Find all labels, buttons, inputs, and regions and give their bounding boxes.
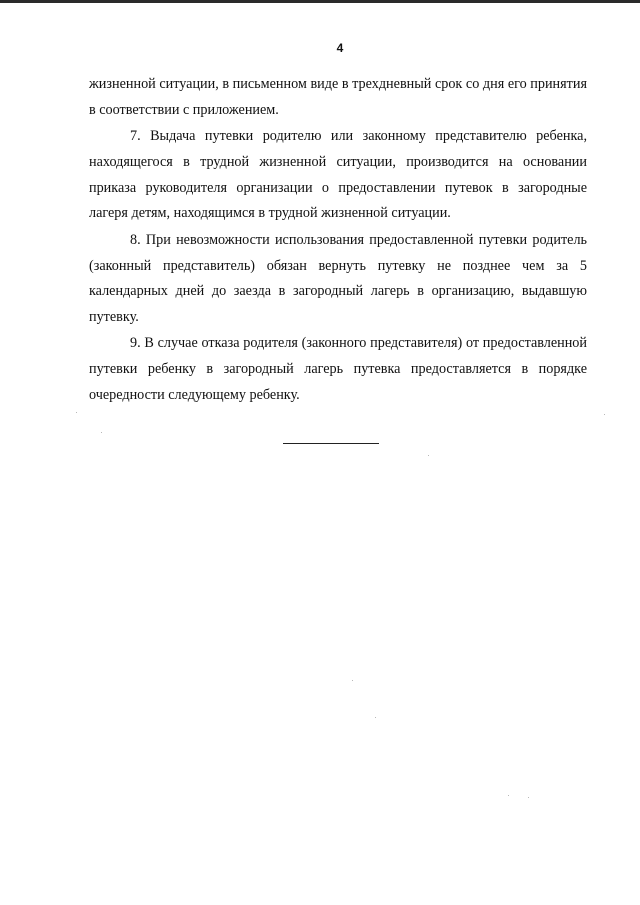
scan-speck: [428, 455, 429, 456]
document-body: [89, 72, 587, 409]
scan-top-edge: [0, 0, 640, 3]
scan-speck: [101, 432, 102, 433]
end-separator-line: [283, 443, 379, 444]
paragraph-8: 8. При невозможности использования предоставленной путевки родитель (законный представитель) обязан вернуть путевку не позднее чем за 5 календарных дней до заезда в загородный лагерь в организацию, выдавшую путевку.: [89, 231, 587, 326]
scan-speck: [375, 717, 376, 718]
scan-speck: [604, 414, 605, 415]
paragraph-7: 7. Выдача путевки родителю или законному представителю ребенка, находящегося в трудной жизненной ситуации, производится на основании приказа руководителя организации о предоставлении путевок в загородные лагеря детям, находящимся в трудной жизненной ситуации.: [89, 128, 587, 222]
page-number: 4: [336, 41, 344, 55]
scan-speck: [76, 412, 77, 413]
paragraph-9: 9. В случае отказа родителя (законного представителя) от предоставленной путевки ребенку в загородный лагерь путевка предоставляется в порядке очередности следующему ребенку.: [89, 335, 587, 404]
scan-speck: [352, 680, 353, 681]
paragraph-continuation: жизненной ситуации, в письменном виде в трехдневный срок со дня его принятия в соответствии с приложением.: [89, 76, 587, 118]
scan-speck: [508, 795, 509, 796]
scan-speck: [528, 797, 529, 798]
